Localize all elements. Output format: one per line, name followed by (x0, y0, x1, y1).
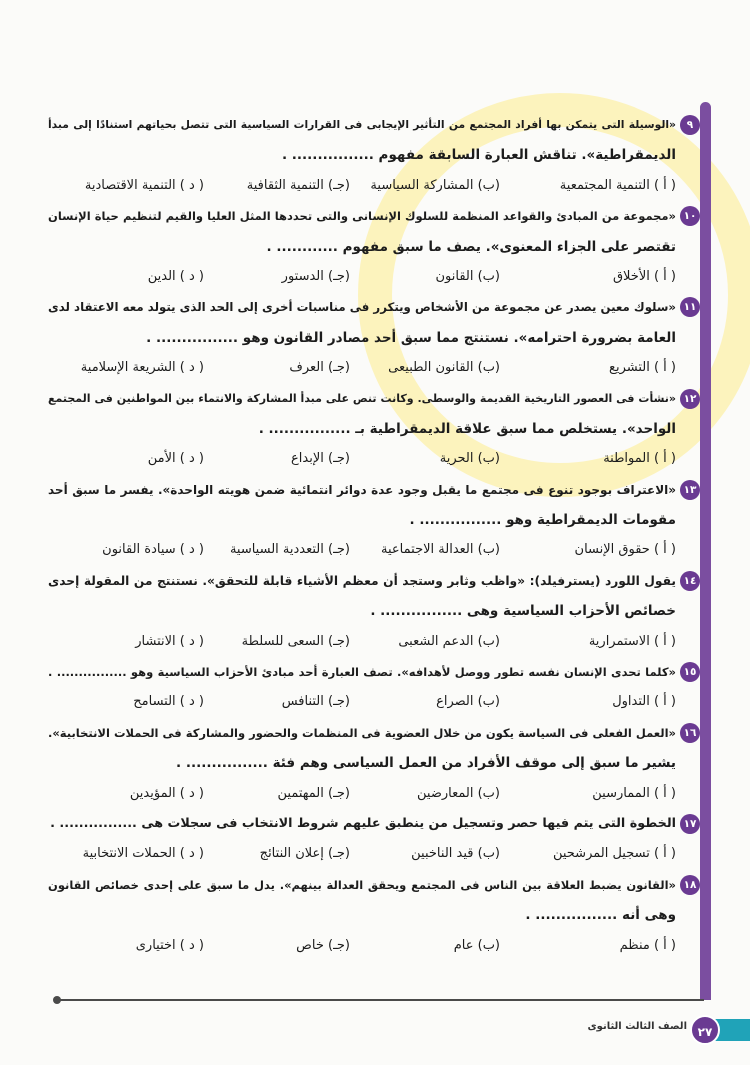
answer-option: (جـ) الدستور (281, 268, 350, 284)
answer-options (48, 687, 676, 717)
answer-option: (جـ) التعددية السياسية (229, 542, 350, 558)
answer-option: (ب) الصراع (436, 694, 500, 710)
answer-option: ( د ) سيادة القانون (102, 542, 204, 558)
answer-option: ( د ) الانتشار (135, 633, 204, 649)
question-item (48, 566, 697, 657)
question-text-line: «مجموعة من المبادئ والقواعد المنظمة للسلوك الإنسانى والتى تحددها المثل العليا والقيم لتنظيم حياة الإنسان (48, 209, 676, 224)
question-number-badge: ١٧ (680, 814, 700, 834)
question-text-line: الواحد». يستخلص مما سبق علاقة الديمقراطية بـ ................ . (258, 420, 676, 437)
bottom-divider (58, 999, 704, 1001)
question-text-line: مقومات الديمقراطية وهو ................ . (409, 512, 676, 529)
answer-option: (ب) القانون الطبيعى (388, 360, 500, 376)
answer-options (48, 839, 676, 869)
answer-option: ( د ) الدين (147, 268, 204, 284)
question-number-badge: ١٠ (680, 206, 700, 226)
question-list (48, 110, 697, 961)
answer-option: (ب) القانون (435, 268, 500, 284)
answer-option: ( د ) اختيارى (135, 937, 204, 953)
answer-options (48, 353, 676, 383)
answer-option: ( أ ) الأخلاق (612, 268, 676, 284)
question-text-line: «سلوك معين يصدر عن مجموعة من الأشخاص ويتكرر فى مناسبات أخرى إلى الحد الذى يتولد معه الاعتقاد لدى (48, 300, 676, 315)
answer-option: (ب) عام (453, 937, 500, 953)
question-number-badge: ٩ (680, 115, 700, 135)
question-number-badge: ١٤ (680, 571, 700, 591)
question-item (48, 292, 697, 383)
answer-options (48, 779, 676, 809)
question-text-line: تقتصر على الجزاء المعنوى». يصف ما سبق مفهوم ............ . (266, 238, 676, 255)
question-text-line: «الوسيلة التى يتمكن بها أفراد المجتمع من التأثير الإيجابى فى القرارات السياسية التى تتصل بحياتهم استنادًا إلى مبدأ (48, 118, 676, 131)
answer-options (48, 444, 676, 474)
answer-options (48, 627, 676, 657)
answer-option: (جـ) التنمية الثقافية (246, 177, 350, 193)
answer-option: ( د ) التنمية الاقتصادية (84, 177, 204, 193)
question-item (48, 809, 697, 870)
question-text-line: وهى أنه ................ . (525, 907, 676, 924)
answer-option: (جـ) خاص (296, 937, 350, 953)
question-text-line: «الاعتراف بوجود تنوع فى مجتمع ما يقبل وجود عدة دوائر انتمائية ضمن هويته الواحدة». يفسر ما سبق أحد (48, 482, 676, 497)
side-accent-bar (700, 102, 711, 1000)
answer-option: ( د ) المؤيدين (129, 785, 204, 801)
question-item (48, 870, 697, 961)
question-number-badge: ١٢ (680, 389, 700, 409)
answer-option: ( أ ) التنمية المجتمعية (559, 177, 676, 193)
question-number-badge: ١٣ (680, 480, 700, 500)
answer-option: (جـ) العرف (289, 360, 350, 376)
question-item (48, 384, 697, 475)
answer-option: ( أ ) الممارسين (592, 785, 676, 801)
question-text-line: الديمقراطية». تناقش العبارة السابقة مفهوم ................ . (281, 147, 676, 164)
question-text-line: يقول اللورد (يسترفيلد): «واظب وثابر وستجد أن معظم الأشياء قابلة للتحقق». نستنتج من المقولة إحدى (48, 573, 676, 588)
answer-option: (ب) المشاركة السياسية (370, 177, 500, 193)
question-text-line: الخطوة التى يتم فيها حصر وتسجيل من ينطبق عليهم شروط الانتخاب فى سجلات هى ................ . (50, 815, 676, 831)
answer-option: (ب) المعارضين (417, 785, 500, 801)
answer-option: (جـ) التنافس (281, 694, 350, 710)
answer-option: ( د ) الأمن (147, 451, 204, 467)
question-number-badge: ١٥ (680, 662, 700, 682)
question-item (48, 201, 697, 292)
answer-option: ( أ ) التشريع (609, 360, 676, 376)
answer-option: (جـ) الإبداع (291, 451, 350, 467)
question-text-line: «القانون يضبط العلاقة بين الناس فى المجتمع ويحقق العدالة بينهم». يدل ما سبق على إحدى خصائص القانون (48, 877, 676, 892)
question-text-line: خصائص الأحزاب السياسية وهى ................ . (370, 603, 676, 620)
answer-option: ( أ ) التداول (612, 694, 676, 710)
question-text-line: «نشأت فى العصور التاريخية القديمة والوسطى. وكانت تنص على مبدأ المشاركة والانتماء بين المواطنين فى المجتمع (48, 391, 676, 405)
answer-option: ( أ ) حقوق الإنسان (574, 542, 676, 558)
answer-options (48, 535, 676, 565)
question-item (48, 110, 694, 201)
question-item (48, 718, 697, 809)
answer-option: ( أ ) تسجيل المرشحين (552, 846, 676, 862)
answer-option: ( أ ) منظم (619, 937, 676, 953)
question-text-line: «العمل الفعلى فى السياسة يكون من خلال العضوية فى المنظمات والحضور والمشاركة فى الحملات الانتخابية». (48, 725, 676, 740)
answer-options (48, 171, 676, 201)
question-text-line: يشير ما سبق إلى موقف الأفراد من العمل السياسى وهم فئة ................ . (176, 755, 676, 772)
answer-option: (ب) الحرية (439, 451, 500, 467)
answer-option: ( أ ) الاستمرارية (588, 633, 676, 649)
question-number-badge: ١١ (680, 297, 700, 317)
answer-option: (جـ) المهتمين (277, 785, 350, 801)
answer-option: ( د ) الشريعة الإسلامية (80, 360, 204, 376)
question-number-badge: ١٦ (680, 723, 700, 743)
answer-option: (جـ) إعلان النتائج (259, 846, 350, 862)
answer-option: ( د ) الحملات الانتخابية (82, 846, 204, 862)
page-number: ٢٧ (690, 1015, 720, 1045)
answer-option: ( د ) التسامح (133, 694, 204, 710)
question-text-line: «كلما تحدى الإنسان نفسه تطور ووصل لأهدافه». تصف العبارة أحد مبادئ الأحزاب السياسية وهو ................ . (48, 665, 676, 680)
answer-option: (ب) العدالة الاجتماعية (381, 542, 500, 558)
answer-option: (جـ) السعى للسلطة (241, 633, 350, 649)
question-text-line: العامة بضرورة احترامه». نستنتج مما سبق أحد مصادر القانون وهو ................ . (146, 329, 676, 346)
answer-options (48, 931, 676, 961)
question-item (48, 657, 697, 718)
answer-option: (ب) الدعم الشعبى (398, 633, 500, 649)
grade-label: الصف الثالث الثانوى (587, 1021, 687, 1032)
answer-option: (ب) قيد الناخبين (411, 846, 500, 862)
answer-options (48, 262, 676, 292)
question-number-badge: ١٨ (680, 875, 700, 895)
question-item (48, 475, 697, 566)
answer-option: ( أ ) المواطنة (603, 451, 676, 467)
